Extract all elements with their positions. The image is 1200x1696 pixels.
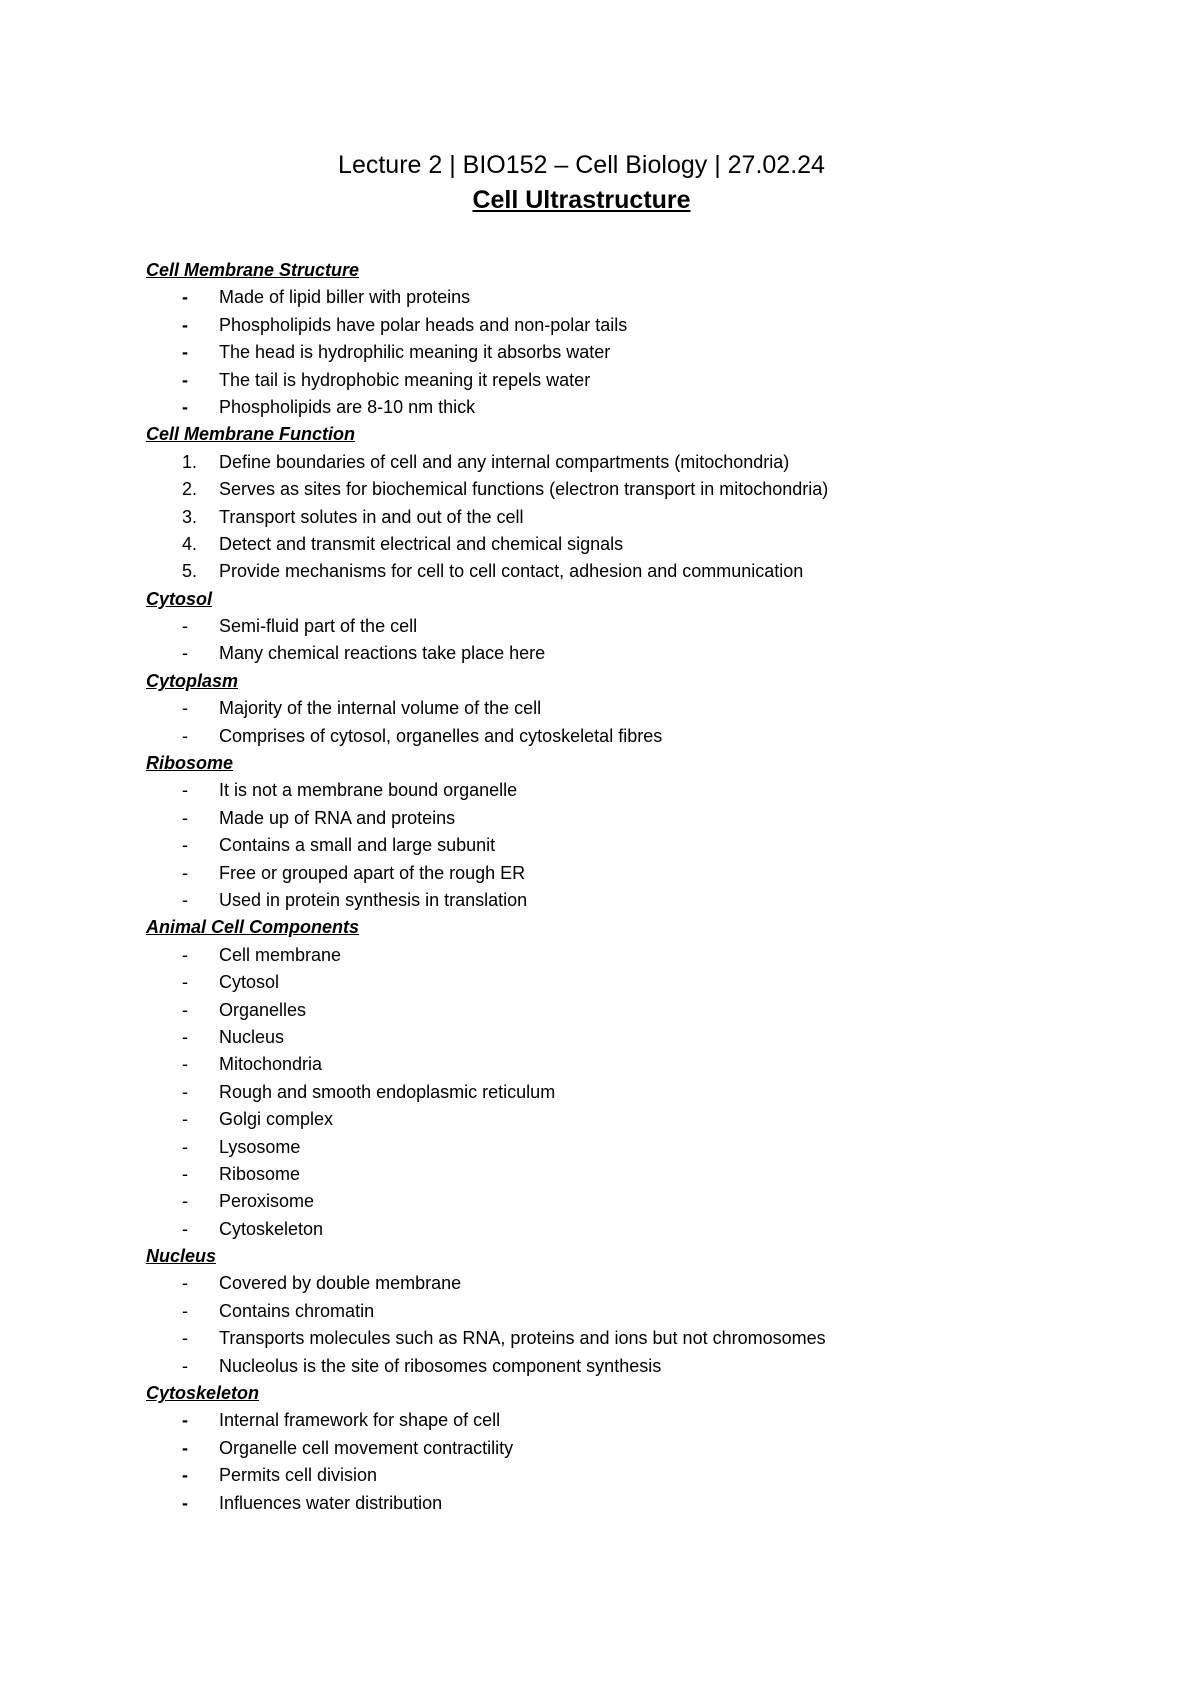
section-heading: Ribosome — [146, 753, 234, 774]
list-item-text: Cell membrane — [219, 944, 342, 965]
list-item-text: Peroxisome — [219, 1191, 315, 1212]
bullet-dash: - — [182, 1218, 188, 1239]
list-item-text: Ribosome — [219, 1163, 301, 1184]
bullet-dash: - — [182, 287, 188, 308]
list-item-text: Contains chromatin — [219, 1300, 375, 1321]
bullet-dash: - — [182, 780, 188, 801]
list-item — [146, 860, 1146, 887]
list-item-text: Provide mechanisms for cell to cell contact, adhesion and communication — [219, 561, 804, 582]
list-item — [146, 476, 1146, 503]
list-item — [146, 969, 1146, 996]
list-item — [146, 367, 1146, 394]
bullet-dash: - — [182, 1328, 188, 1349]
list-item — [146, 723, 1146, 750]
bullet-dash: - — [182, 1355, 188, 1376]
list-item — [146, 1490, 1146, 1517]
bullet-dash: - — [182, 643, 188, 664]
list-item-text: Transport solutes in and out of the cell — [219, 506, 524, 527]
list-item — [146, 1270, 1146, 1297]
list-item — [146, 942, 1146, 969]
list-item — [146, 1106, 1146, 1133]
notes-body — [146, 257, 1146, 1517]
list-item-text: Detect and transmit electrical and chemical signals — [219, 533, 624, 554]
list-number: 4. — [182, 533, 198, 554]
list-item-text: Organelles — [219, 999, 307, 1020]
list-item-text: Cytosol — [219, 972, 280, 993]
list-number: 1. — [182, 451, 198, 472]
list-item-text: Permits cell division — [219, 1465, 378, 1486]
list-item — [146, 887, 1146, 914]
list-item-text: The head is hydrophilic meaning it absorbs water — [219, 342, 611, 363]
list-item-text: Nucleolus is the site of ribosomes component synthesis — [219, 1355, 662, 1376]
bullet-dash: - — [182, 1163, 188, 1184]
list-item-text: Semi-fluid part of the cell — [219, 616, 418, 637]
list-item-text: Rough and smooth endoplasmic reticulum — [219, 1081, 556, 1102]
section-heading: Cytoskeleton — [146, 1383, 260, 1404]
list-item — [146, 558, 1146, 585]
list-item — [146, 449, 1146, 476]
bullet-dash: - — [182, 1136, 188, 1157]
list-item-text: Define boundaries of cell and any internal compartments (mitochondria) — [219, 451, 790, 472]
list-item — [146, 1051, 1146, 1078]
list-number: 5. — [182, 561, 198, 582]
bullet-dash: - — [182, 725, 188, 746]
list-item-text: Mitochondria — [219, 1054, 323, 1075]
bullet-dash: - — [182, 999, 188, 1020]
list-item-text: Made up of RNA and proteins — [219, 807, 456, 828]
list-item-text: Influences water distribution — [219, 1492, 443, 1513]
section-heading: Cell Membrane Structure — [146, 260, 360, 280]
list-item-text: Free or grouped apart of the rough ER — [219, 862, 526, 883]
list-item — [146, 284, 1146, 311]
list-item-text: Comprises of cytosol, organelles and cytoskeletal fibres — [219, 725, 663, 746]
list-item — [146, 832, 1146, 859]
bullet-dash: - — [182, 1465, 188, 1486]
bullet-dash: - — [182, 1109, 188, 1130]
bullet-dash: - — [182, 396, 188, 417]
list-item — [146, 1134, 1146, 1161]
list-item — [146, 1462, 1146, 1489]
bullet-dash: - — [182, 1054, 188, 1075]
bullet-dash: - — [182, 698, 188, 719]
bullet-dash: - — [182, 369, 188, 390]
bullet-dash: - — [182, 1273, 188, 1294]
bullet-dash: - — [182, 944, 188, 965]
list-item-text: Internal framework for shape of cell — [219, 1410, 501, 1431]
bullet-dash: - — [182, 862, 188, 883]
list-item-text: Majority of the internal volume of the cell — [219, 698, 542, 719]
list-item-text: Phospholipids are 8-10 nm thick — [219, 396, 476, 417]
list-item-text: Serves as sites for biochemical functions (electron transport in mitochondria) — [219, 479, 829, 500]
list-item-text: Contains a small and large subunit — [219, 835, 496, 856]
bullet-dash: - — [182, 1300, 188, 1321]
list-item — [146, 1161, 1146, 1188]
list-item — [146, 1435, 1146, 1462]
list-item — [146, 531, 1146, 558]
list-item-text: Phospholipids have polar heads and non-polar tails — [219, 314, 628, 335]
section-heading: Cytosol — [146, 588, 213, 609]
list-item-text: Transports molecules such as RNA, proteins and ions but not chromosomes — [219, 1328, 826, 1349]
section-heading: Nucleus — [146, 1246, 217, 1267]
list-item-text: Made of lipid biller with proteins — [219, 287, 471, 308]
list-item — [146, 805, 1146, 832]
bullet-dash: - — [182, 1081, 188, 1102]
list-item-text: Many chemical reactions take place here — [219, 643, 546, 664]
list-item — [146, 1325, 1146, 1352]
bullet-dash: - — [182, 1492, 188, 1513]
bullet-dash: - — [182, 972, 188, 993]
page-subtitle: Cell Ultrastructure — [472, 186, 691, 214]
list-number: 3. — [182, 506, 198, 527]
bullet-dash: - — [182, 1191, 188, 1212]
list-number: 2. — [182, 479, 198, 500]
bullet-dash: - — [182, 835, 188, 856]
list-item — [146, 504, 1146, 531]
list-item — [146, 640, 1146, 667]
list-item-text: Lysosome — [219, 1136, 301, 1157]
bullet-dash: - — [182, 889, 188, 910]
bullet-dash: - — [182, 314, 188, 335]
list-item-text: Nucleus — [219, 1026, 285, 1047]
list-item — [146, 1407, 1146, 1434]
list-item-text: Organelle cell movement contractility — [219, 1437, 514, 1458]
section-heading: Animal Cell Components — [146, 917, 360, 938]
list-item — [146, 312, 1146, 339]
list-item-text: Covered by double membrane — [219, 1273, 462, 1294]
list-item — [146, 339, 1146, 366]
list-item — [146, 1353, 1146, 1380]
section-heading: Cell Membrane Function — [146, 424, 356, 445]
list-item — [146, 1188, 1146, 1215]
bullet-dash: - — [182, 342, 188, 363]
list-item — [146, 997, 1146, 1024]
list-item-text: It is not a membrane bound organelle — [219, 780, 518, 801]
bullet-dash: - — [182, 1437, 188, 1458]
list-item-text: Cytoskeleton — [219, 1218, 324, 1239]
bullet-dash: - — [182, 1026, 188, 1047]
list-item — [146, 613, 1146, 640]
list-item — [146, 394, 1146, 421]
list-item — [146, 1216, 1146, 1243]
page-title: Lecture 2 | BIO152 – Cell Biology | 27.02.24 — [338, 151, 825, 179]
list-item — [146, 1079, 1146, 1106]
list-item — [146, 777, 1146, 804]
list-item-text: Golgi complex — [219, 1109, 334, 1130]
section-heading: Cytoplasm — [146, 670, 239, 691]
list-item-text: The tail is hydrophobic meaning it repels water — [219, 369, 591, 390]
list-item-text: Used in protein synthesis in translation — [219, 889, 528, 910]
bullet-dash: - — [182, 616, 188, 637]
list-item — [146, 1298, 1146, 1325]
list-item — [146, 1024, 1146, 1051]
list-item — [146, 695, 1146, 722]
bullet-dash: - — [182, 807, 188, 828]
bullet-dash: - — [182, 1410, 188, 1431]
